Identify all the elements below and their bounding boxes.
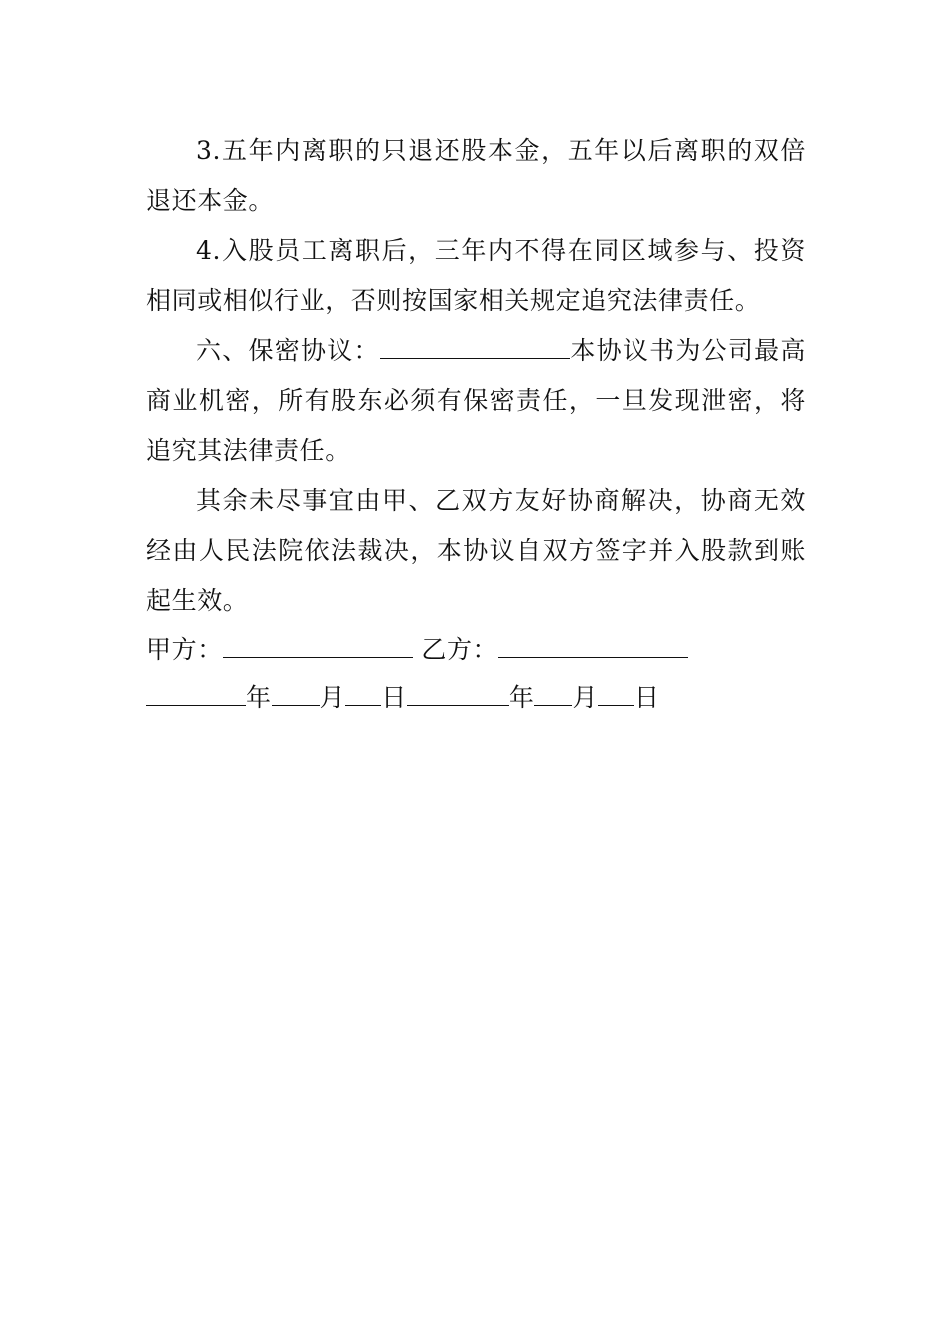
party-a-month-blank [272,679,320,706]
year-label: 年 [246,683,272,712]
clause-3 [146,126,806,226]
day-label: 日 [381,683,407,712]
confidentiality-clause [146,326,806,476]
party-a-year-blank [146,679,246,706]
confidentiality-blank [380,328,570,359]
confidentiality-label: 六、保密协议： [196,336,380,365]
closing-clause: 其余未尽事宜由甲、乙双方友好协商解决，协商无效经由人民法院依法裁决，本协议自双方签字并入股款到账起生效。 [146,486,806,615]
clause-text: 入股员工离职后，三年内不得在同区域参与、投资相同或相似行业，否则按国家相关规定追究法律责任。 [146,236,806,315]
confidentiality-text: 本协议书为公司最高商业机密，所有股东必须有保密责任，一旦发现泄密，将追究其法律责任。 [146,336,806,465]
document-page [146,126,806,720]
party-b-signature-blank [498,631,688,658]
party-b-day-blank [598,679,634,706]
signature-parties [146,628,806,672]
clause-text: 五年内离职的只退还股本金，五年以后离职的双倍退还本金。 [146,136,806,215]
clause-number: 4. [196,236,222,265]
signature-dates [146,676,806,720]
month-label: 月 [572,683,599,712]
clause-number: 3. [196,136,222,165]
party-b-label: 乙方： [421,635,499,664]
party-a-day-blank [345,679,381,706]
clause-4 [146,226,806,326]
month-label: 月 [319,683,346,712]
party-a-signature-blank [223,631,413,658]
party-b-month-blank [534,679,572,706]
party-a-label: 甲方： [146,635,223,664]
day-label: 日 [634,683,660,712]
year-label: 年 [508,683,535,712]
party-b-year-blank [407,679,509,706]
